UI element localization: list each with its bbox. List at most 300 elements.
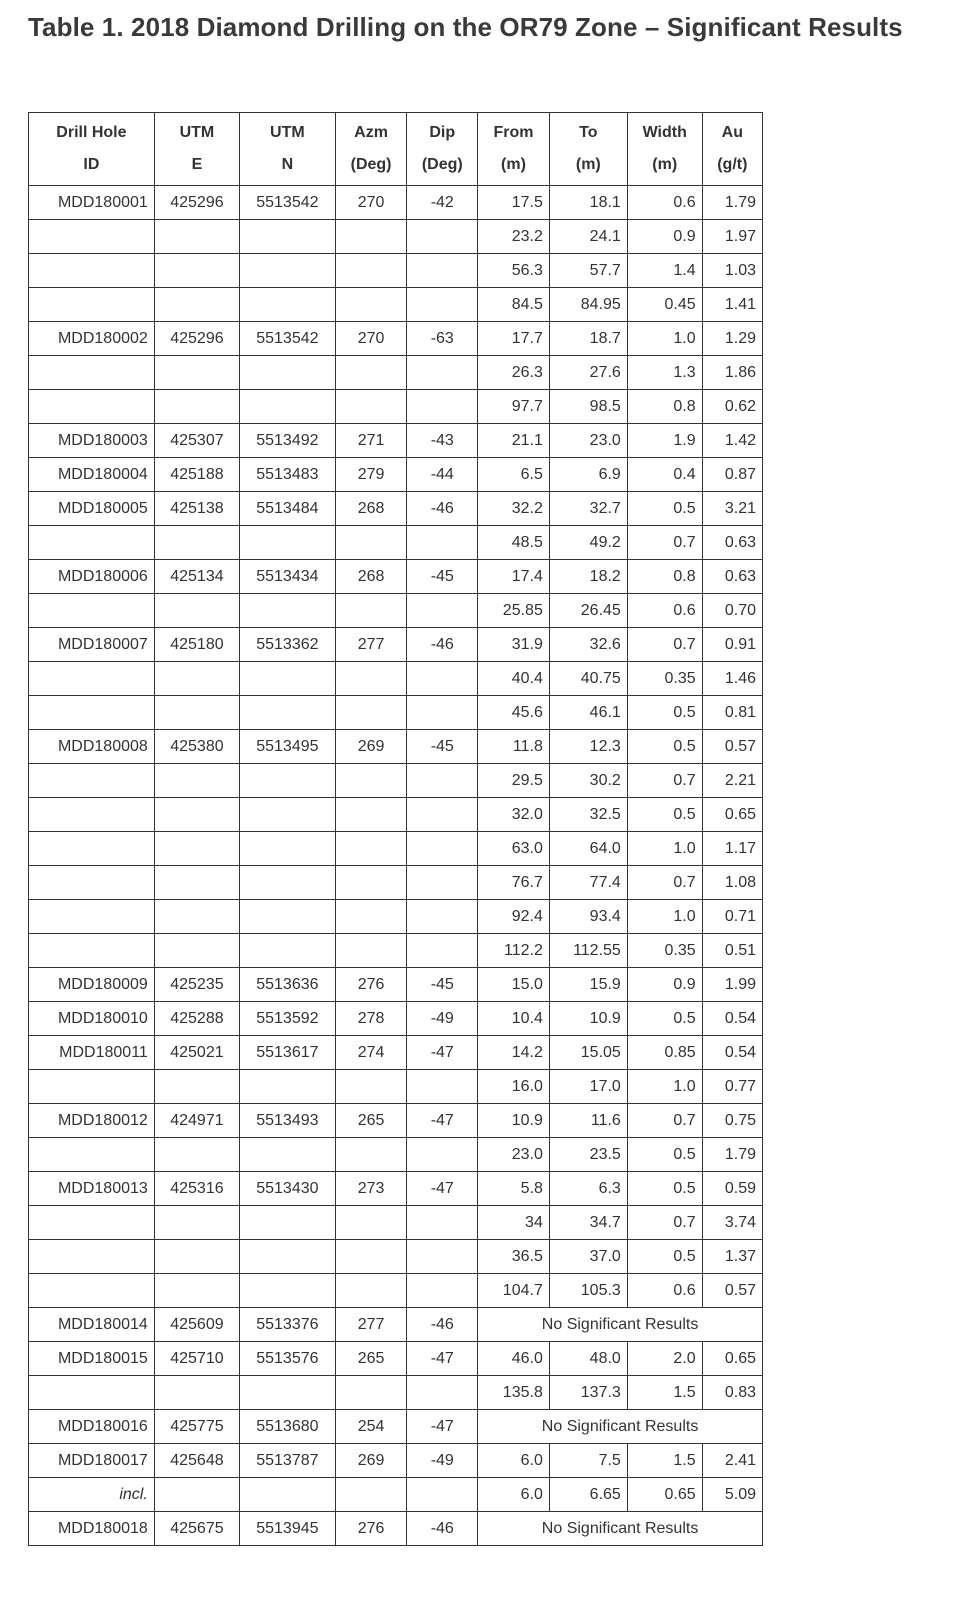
from-cell: 92.4 [478, 900, 550, 934]
table-body [29, 186, 763, 1546]
dip-cell [407, 1070, 478, 1104]
utm-n-cell: 5513542 [240, 186, 336, 220]
utm-e-cell: 425380 [154, 730, 239, 764]
from-cell: 40.4 [478, 662, 550, 696]
header-line-2: ID [83, 156, 100, 173]
width-cell: 0.7 [627, 526, 702, 560]
dip-cell [407, 900, 478, 934]
width-cell: 0.65 [627, 1478, 702, 1512]
width-cell: 0.7 [627, 628, 702, 662]
drill-hole-id-cell [29, 832, 155, 866]
utm-e-cell [154, 1274, 239, 1308]
azm-cell [335, 220, 407, 254]
azm-cell: 276 [335, 1512, 407, 1546]
drill-hole-id-cell: MDD180009 [29, 968, 155, 1002]
to-cell: 11.6 [549, 1104, 627, 1138]
width-cell: 0.5 [627, 730, 702, 764]
table-row [29, 1172, 763, 1206]
table-row [29, 594, 763, 628]
dip-cell [407, 594, 478, 628]
drill-hole-id-cell [29, 526, 155, 560]
drill-hole-id-cell [29, 934, 155, 968]
to-cell: 12.3 [549, 730, 627, 764]
utm-e-cell [154, 764, 239, 798]
utm-n-cell [240, 1376, 336, 1410]
from-cell: 6.0 [478, 1478, 550, 1512]
dip-cell: -63 [407, 322, 478, 356]
au-cell: 1.79 [702, 186, 762, 220]
utm-e-cell: 425296 [154, 186, 239, 220]
table-row [29, 1206, 763, 1240]
table-row [29, 390, 763, 424]
utm-n-cell: 5513576 [240, 1342, 336, 1376]
from-cell: 36.5 [478, 1240, 550, 1274]
header-row [29, 113, 763, 186]
table-row [29, 934, 763, 968]
drill-hole-id-cell [29, 900, 155, 934]
to-cell: 49.2 [549, 526, 627, 560]
au-cell: 2.21 [702, 764, 762, 798]
from-cell: 63.0 [478, 832, 550, 866]
header-line-1: To [579, 124, 598, 141]
dip-cell [407, 356, 478, 390]
from-cell: 84.5 [478, 288, 550, 322]
utm-e-cell: 424971 [154, 1104, 239, 1138]
drill-hole-id-cell: MDD180011 [29, 1036, 155, 1070]
azm-cell: 268 [335, 492, 407, 526]
azm-cell: 279 [335, 458, 407, 492]
from-cell: 135.8 [478, 1376, 550, 1410]
au-cell: 1.37 [702, 1240, 762, 1274]
utm-e-cell: 425296 [154, 322, 239, 356]
azm-cell: 265 [335, 1342, 407, 1376]
dip-cell [407, 1376, 478, 1410]
dip-cell: -47 [407, 1410, 478, 1444]
from-cell: 17.7 [478, 322, 550, 356]
from-cell: 6.0 [478, 1444, 550, 1478]
utm-e-cell: 425134 [154, 560, 239, 594]
table-row [29, 526, 763, 560]
header-line-2: (Deg) [350, 156, 392, 173]
header-line-1: UTM [270, 124, 305, 141]
dip-cell [407, 866, 478, 900]
table-row [29, 1512, 763, 1546]
au-cell: 0.71 [702, 900, 762, 934]
utm-n-cell: 5513636 [240, 968, 336, 1002]
no-significant-results-cell: No Significant Results [478, 1308, 763, 1342]
azm-cell [335, 798, 407, 832]
width-cell: 1.0 [627, 1070, 702, 1104]
utm-e-cell [154, 1138, 239, 1172]
to-cell: 32.5 [549, 798, 627, 832]
header-utm-n [240, 113, 336, 186]
width-cell: 1.5 [627, 1376, 702, 1410]
drill-hole-id-cell [29, 1240, 155, 1274]
utm-n-cell [240, 696, 336, 730]
dip-cell [407, 1206, 478, 1240]
utm-n-cell [240, 1138, 336, 1172]
from-cell: 17.5 [478, 186, 550, 220]
to-cell: 6.9 [549, 458, 627, 492]
header-azm [335, 113, 407, 186]
width-cell: 0.35 [627, 934, 702, 968]
utm-n-cell: 5513542 [240, 322, 336, 356]
from-cell: 32.2 [478, 492, 550, 526]
dip-cell [407, 254, 478, 288]
au-cell: 0.54 [702, 1036, 762, 1070]
to-cell: 98.5 [549, 390, 627, 424]
utm-e-cell: 425021 [154, 1036, 239, 1070]
width-cell: 1.4 [627, 254, 702, 288]
width-cell: 1.9 [627, 424, 702, 458]
from-cell: 34 [478, 1206, 550, 1240]
au-cell: 0.51 [702, 934, 762, 968]
header-line-1: UTM [179, 124, 215, 141]
utm-e-cell [154, 390, 239, 424]
azm-cell [335, 764, 407, 798]
to-cell: 40.75 [549, 662, 627, 696]
au-cell: 1.42 [702, 424, 762, 458]
utm-e-cell: 425316 [154, 1172, 239, 1206]
azm-cell: 274 [335, 1036, 407, 1070]
utm-n-cell [240, 254, 336, 288]
header-line-2: N [281, 156, 294, 173]
au-cell: 3.74 [702, 1206, 762, 1240]
dip-cell: -49 [407, 1002, 478, 1036]
azm-cell [335, 1478, 407, 1512]
utm-e-cell [154, 288, 239, 322]
width-cell: 0.45 [627, 288, 702, 322]
from-cell: 16.0 [478, 1070, 550, 1104]
utm-e-cell: 425609 [154, 1308, 239, 1342]
from-cell: 25.85 [478, 594, 550, 628]
width-cell: 0.85 [627, 1036, 702, 1070]
dip-cell: -47 [407, 1342, 478, 1376]
drill-hole-id-cell: MDD180007 [29, 628, 155, 662]
drill-hole-id-cell [29, 288, 155, 322]
to-cell: 34.7 [549, 1206, 627, 1240]
au-cell: 0.63 [702, 560, 762, 594]
utm-n-cell [240, 900, 336, 934]
au-cell: 0.75 [702, 1104, 762, 1138]
dip-cell [407, 696, 478, 730]
dip-cell: -49 [407, 1444, 478, 1478]
utm-n-cell [240, 1240, 336, 1274]
width-cell: 0.9 [627, 968, 702, 1002]
to-cell: 48.0 [549, 1342, 627, 1376]
from-cell: 14.2 [478, 1036, 550, 1070]
table-row [29, 560, 763, 594]
azm-cell: 265 [335, 1104, 407, 1138]
header-line-1: Width [642, 124, 687, 141]
table-row [29, 424, 763, 458]
azm-cell [335, 594, 407, 628]
utm-e-cell [154, 356, 239, 390]
table-row [29, 356, 763, 390]
au-cell: 5.09 [702, 1478, 762, 1512]
from-cell: 31.9 [478, 628, 550, 662]
utm-n-cell [240, 764, 336, 798]
dip-cell: -47 [407, 1104, 478, 1138]
au-cell: 0.65 [702, 798, 762, 832]
dip-cell: -45 [407, 730, 478, 764]
width-cell: 1.5 [627, 1444, 702, 1478]
drill-hole-id-cell [29, 1138, 155, 1172]
utm-e-cell [154, 1070, 239, 1104]
table-row [29, 1478, 763, 1512]
width-cell: 0.6 [627, 1274, 702, 1308]
dip-cell [407, 832, 478, 866]
to-cell: 105.3 [549, 1274, 627, 1308]
utm-e-cell [154, 1478, 239, 1512]
to-cell: 30.2 [549, 764, 627, 798]
drill-hole-id-cell: MDD180018 [29, 1512, 155, 1546]
dip-cell: -43 [407, 424, 478, 458]
width-cell: 1.0 [627, 900, 702, 934]
width-cell: 0.5 [627, 1002, 702, 1036]
utm-e-cell: 425180 [154, 628, 239, 662]
to-cell: 32.6 [549, 628, 627, 662]
from-cell: 76.7 [478, 866, 550, 900]
azm-cell: 269 [335, 730, 407, 764]
table-row [29, 322, 763, 356]
au-cell: 0.81 [702, 696, 762, 730]
azm-cell [335, 832, 407, 866]
table-row [29, 492, 763, 526]
utm-n-cell [240, 1070, 336, 1104]
width-cell: 0.4 [627, 458, 702, 492]
from-cell: 46.0 [478, 1342, 550, 1376]
table-row [29, 1138, 763, 1172]
from-cell: 11.8 [478, 730, 550, 764]
utm-n-cell [240, 1274, 336, 1308]
utm-e-cell: 425188 [154, 458, 239, 492]
to-cell: 77.4 [549, 866, 627, 900]
utm-n-cell [240, 594, 336, 628]
table-row [29, 1002, 763, 1036]
width-cell: 1.0 [627, 322, 702, 356]
dip-cell: -46 [407, 1308, 478, 1342]
dip-cell: -47 [407, 1172, 478, 1206]
utm-n-cell [240, 798, 336, 832]
utm-n-cell [240, 1478, 336, 1512]
table-row [29, 662, 763, 696]
from-cell: 97.7 [478, 390, 550, 424]
utm-e-cell [154, 1206, 239, 1240]
from-cell: 10.4 [478, 1002, 550, 1036]
azm-cell [335, 866, 407, 900]
utm-n-cell: 5513493 [240, 1104, 336, 1138]
drill-hole-id-cell [29, 254, 155, 288]
from-cell: 48.5 [478, 526, 550, 560]
utm-n-cell [240, 1206, 336, 1240]
width-cell: 0.9 [627, 220, 702, 254]
width-cell: 0.5 [627, 1240, 702, 1274]
azm-cell [335, 900, 407, 934]
au-cell: 2.41 [702, 1444, 762, 1478]
header-from [478, 113, 550, 186]
from-cell: 29.5 [478, 764, 550, 798]
azm-cell: 278 [335, 1002, 407, 1036]
to-cell: 84.95 [549, 288, 627, 322]
utm-e-cell: 425648 [154, 1444, 239, 1478]
width-cell: 0.7 [627, 866, 702, 900]
dip-cell: -42 [407, 186, 478, 220]
table-row [29, 696, 763, 730]
dip-cell [407, 1274, 478, 1308]
width-cell: 2.0 [627, 1342, 702, 1376]
to-cell: 15.05 [549, 1036, 627, 1070]
to-cell: 46.1 [549, 696, 627, 730]
header-line-2: (Deg) [421, 156, 463, 173]
table-row [29, 458, 763, 492]
dip-cell [407, 526, 478, 560]
table-row [29, 1342, 763, 1376]
dip-cell: -44 [407, 458, 478, 492]
to-cell: 18.1 [549, 186, 627, 220]
au-cell: 1.17 [702, 832, 762, 866]
azm-cell [335, 934, 407, 968]
azm-cell [335, 1240, 407, 1274]
drill-hole-id-cell [29, 1274, 155, 1308]
drill-hole-id-cell [29, 1070, 155, 1104]
au-cell: 0.63 [702, 526, 762, 560]
to-cell: 6.3 [549, 1172, 627, 1206]
to-cell: 24.1 [549, 220, 627, 254]
dip-cell [407, 798, 478, 832]
drill-hole-id-cell [29, 1206, 155, 1240]
header-line-2: (m) [575, 156, 601, 173]
to-cell: 18.7 [549, 322, 627, 356]
from-cell: 23.2 [478, 220, 550, 254]
utm-n-cell [240, 866, 336, 900]
azm-cell [335, 526, 407, 560]
header-line-1: Drill Hole [56, 124, 127, 141]
drill-hole-id-cell [29, 356, 155, 390]
au-cell: 0.54 [702, 1002, 762, 1036]
drill-hole-id-cell: MDD180012 [29, 1104, 155, 1138]
table-row [29, 1376, 763, 1410]
utm-e-cell [154, 866, 239, 900]
drill-hole-id-cell [29, 764, 155, 798]
utm-e-cell [154, 526, 239, 560]
utm-n-cell: 5513680 [240, 1410, 336, 1444]
dip-cell: -47 [407, 1036, 478, 1070]
azm-cell [335, 662, 407, 696]
utm-n-cell [240, 832, 336, 866]
drill-hole-id-cell [29, 696, 155, 730]
dip-cell [407, 288, 478, 322]
to-cell: 23.5 [549, 1138, 627, 1172]
utm-n-cell: 5513434 [240, 560, 336, 594]
utm-e-cell: 425235 [154, 968, 239, 1002]
utm-e-cell: 425710 [154, 1342, 239, 1376]
au-cell: 1.29 [702, 322, 762, 356]
drill-hole-id-cell [29, 594, 155, 628]
to-cell: 137.3 [549, 1376, 627, 1410]
to-cell: 15.9 [549, 968, 627, 1002]
au-cell: 0.59 [702, 1172, 762, 1206]
au-cell: 1.97 [702, 220, 762, 254]
width-cell: 0.5 [627, 1172, 702, 1206]
au-cell: 0.83 [702, 1376, 762, 1410]
width-cell: 0.7 [627, 764, 702, 798]
to-cell: 23.0 [549, 424, 627, 458]
header-line-1: Au [721, 124, 743, 141]
from-cell: 17.4 [478, 560, 550, 594]
table-row [29, 900, 763, 934]
width-cell: 0.5 [627, 798, 702, 832]
azm-cell: 277 [335, 628, 407, 662]
table-row [29, 832, 763, 866]
dip-cell: -46 [407, 1512, 478, 1546]
au-cell: 1.99 [702, 968, 762, 1002]
azm-cell: 268 [335, 560, 407, 594]
header-utm-e [154, 113, 239, 186]
header-line-2: (m) [652, 156, 678, 173]
au-cell: 0.57 [702, 1274, 762, 1308]
au-cell: 0.57 [702, 730, 762, 764]
to-cell: 64.0 [549, 832, 627, 866]
au-cell: 1.41 [702, 288, 762, 322]
azm-cell [335, 390, 407, 424]
drill-hole-id-cell [29, 866, 155, 900]
utm-e-cell: 425288 [154, 1002, 239, 1036]
table-row [29, 1240, 763, 1274]
no-significant-results-cell: No Significant Results [478, 1512, 763, 1546]
results-table [28, 112, 763, 1546]
table-title: Table 1. 2018 Diamond Drilling on the OR79 Zone – Significant Results [28, 12, 903, 42]
table-row [29, 220, 763, 254]
to-cell: 10.9 [549, 1002, 627, 1036]
table-row [29, 798, 763, 832]
drill-hole-id-cell: MDD180001 [29, 186, 155, 220]
utm-e-cell [154, 1376, 239, 1410]
utm-e-cell [154, 900, 239, 934]
width-cell: 0.7 [627, 1104, 702, 1138]
width-cell: 0.8 [627, 560, 702, 594]
utm-n-cell: 5513430 [240, 1172, 336, 1206]
table-row [29, 764, 763, 798]
utm-n-cell [240, 526, 336, 560]
utm-e-cell [154, 832, 239, 866]
from-cell: 104.7 [478, 1274, 550, 1308]
from-cell: 32.0 [478, 798, 550, 832]
dip-cell [407, 1478, 478, 1512]
utm-n-cell: 5513376 [240, 1308, 336, 1342]
drill-hole-id-cell [29, 1376, 155, 1410]
drill-hole-id-cell [29, 390, 155, 424]
dip-cell [407, 390, 478, 424]
azm-cell [335, 1206, 407, 1240]
width-cell: 0.5 [627, 696, 702, 730]
to-cell: 32.7 [549, 492, 627, 526]
utm-n-cell: 5513495 [240, 730, 336, 764]
drill-hole-id-cell: MDD180005 [29, 492, 155, 526]
azm-cell [335, 1070, 407, 1104]
azm-cell [335, 1138, 407, 1172]
au-cell: 1.86 [702, 356, 762, 390]
table-row [29, 730, 763, 764]
utm-e-cell [154, 696, 239, 730]
utm-n-cell [240, 220, 336, 254]
azm-cell [335, 254, 407, 288]
table-row [29, 866, 763, 900]
drill-hole-id-cell: MDD180006 [29, 560, 155, 594]
header-line-2: (g/t) [717, 156, 748, 173]
azm-cell: 276 [335, 968, 407, 1002]
utm-n-cell: 5513483 [240, 458, 336, 492]
